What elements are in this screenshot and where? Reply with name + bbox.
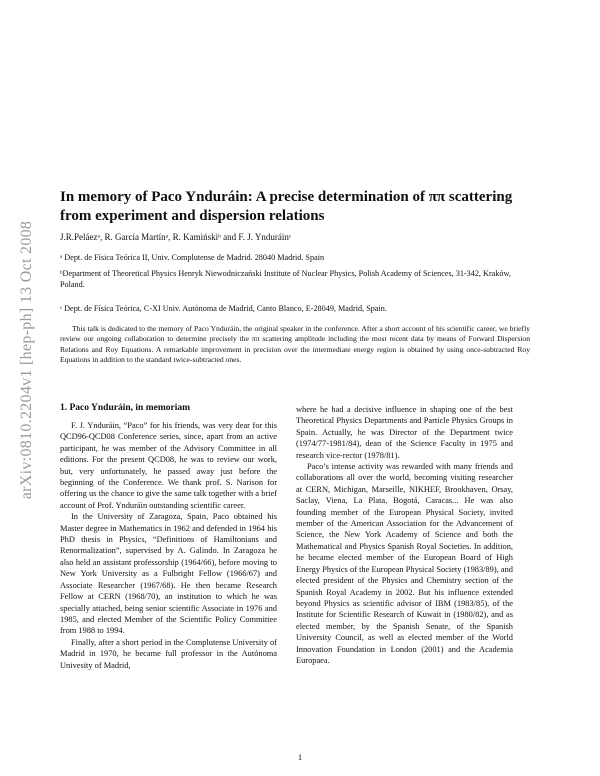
arxiv-stamp [18, 185, 36, 535]
paragraph: F. J. Ynduráin, “Paco” for his friends, was very dear for this QCD96-QCD08 Conference series, since, apart from an active participant, he was member of the Advisory Committee in all editions. For the present QCD08, he was to review our work, but, very unfortunately, he passed away just before the beginning of the Conference. We thank prof. S. Narison for offering us the chance to give the same talk together with a brief account of Prof. Ynduráin outstanding scientific career. [60, 421, 277, 510]
arxiv-id: arXiv:0810.2204v1 [hep-ph] 13 Oct 2008 [18, 220, 35, 500]
paragraph: Paco’s intense activity was rewarded with many friends and collaborations all over the world, becoming visiting researcher at CERN, Michigan, Marseille, NIKHEF, Brookhaven, Orsay, Saclay, Viena, La Plata, Bogotá, Caracas... He was also founding member of the European Physical Society, invited member of the American Association for the Advancement of Science, the New York Academy of Science and both the Mathematical and Physics Spanish Royal Societies. In addition, he became elected member of the European Board of High Energy Physics of the European Physical Society (1983/89), and elected president of the Physics and Chemistry section of the Spanish Royal Academy in 2002. But his influence extended beyond Physics as scientific advisor of IBM (1983/85), of the Institute for Scientific Research of Kuwait in (1980/82), and as elected member, by the Spanish Senate, of the Spanish University Council, as well as elected member of the World Innovation Foundation in London (2001) and the Academia Europaea. [296, 462, 513, 665]
affiliation-c: ᶜ Dept. de Física Teórica, C-XI Univ. Autónoma de Madrid, Canto Blanco, E-28049, Madrid, Spain. [60, 304, 387, 313]
abstract: This talk is dedicated to the memory of Paco Ynduráin, the original speaker in the conference. After a short account of his scientific career, we briefly review our ongoing collaboration to determine precisely the ππ scattering amplitude including the most recent data by means of Forward Dispersion Relations and Roy Equations. A remarkable improvement in precision over the intermediate energy region is obtained by using once-subtracted Roy Equations in addition to the standard twice-subtracted ones. [60, 324, 530, 364]
left-column [60, 420, 277, 671]
paragraph: where he had a decisive influence in shaping one of the best Theoretical Physics Departments and Particle Physics Groups in Spain. Actually, he was Director of the Department twice (1974/77-1981/84), dean of the Science Faculty in 1975 and research vice-rector (1978/81). [296, 405, 513, 460]
affiliation-a: ᵃ Dept. de Física Teórica II, Univ. Complutense de Madrid. 28040 Madrid. Spain [60, 253, 325, 262]
paragraph: Finally, after a short period in the Complutense University of Madrid in 1970, he became full professor in the Autónoma Univesity of Madrid, [60, 637, 277, 670]
affiliation-b: ᵇDepartment of Theoretical Physics Henryk Niewodniczański Institute of Nuclear Physics, Polish Academy of Sciences, 31-342, Kraków, Poland. [60, 269, 511, 289]
page-number: 1 [297, 752, 303, 762]
paper-title: In memory of Paco Ynduráin: A precise determination of ππ scattering from experiment and dispersion relations [60, 189, 513, 224]
right-column [296, 404, 513, 666]
section-heading: 1. Paco Ynduráin, in memoriam [60, 403, 191, 413]
author-list: J.R.Peláezᵃ, R. García Martínᵃ, R. Kamińskiᵇ and F. J. Ynduráinᶜ [60, 232, 292, 242]
paragraph: In the University of Zaragoza, Spain, Paco obtained his Master degree in Mathematics in 1962 and defended in 1964 his PhD thesis in Physics, “Definitions of Hamiltonians and Renormalization”, supervised by A. Galindo. In Zaragoza he also held an assistant professorship (1964/66), before moving to New York University as a Fulbright Fellow (1966/67) and Associate Researcher (1967/68). He then became Research Fellow at CERN (1968/70), an institution to which he was specially attached, being senior scientific Associate in 1976 and 1985, and elected Member of the Scientific Policy Committee from 1988 to 1994. [60, 512, 277, 636]
